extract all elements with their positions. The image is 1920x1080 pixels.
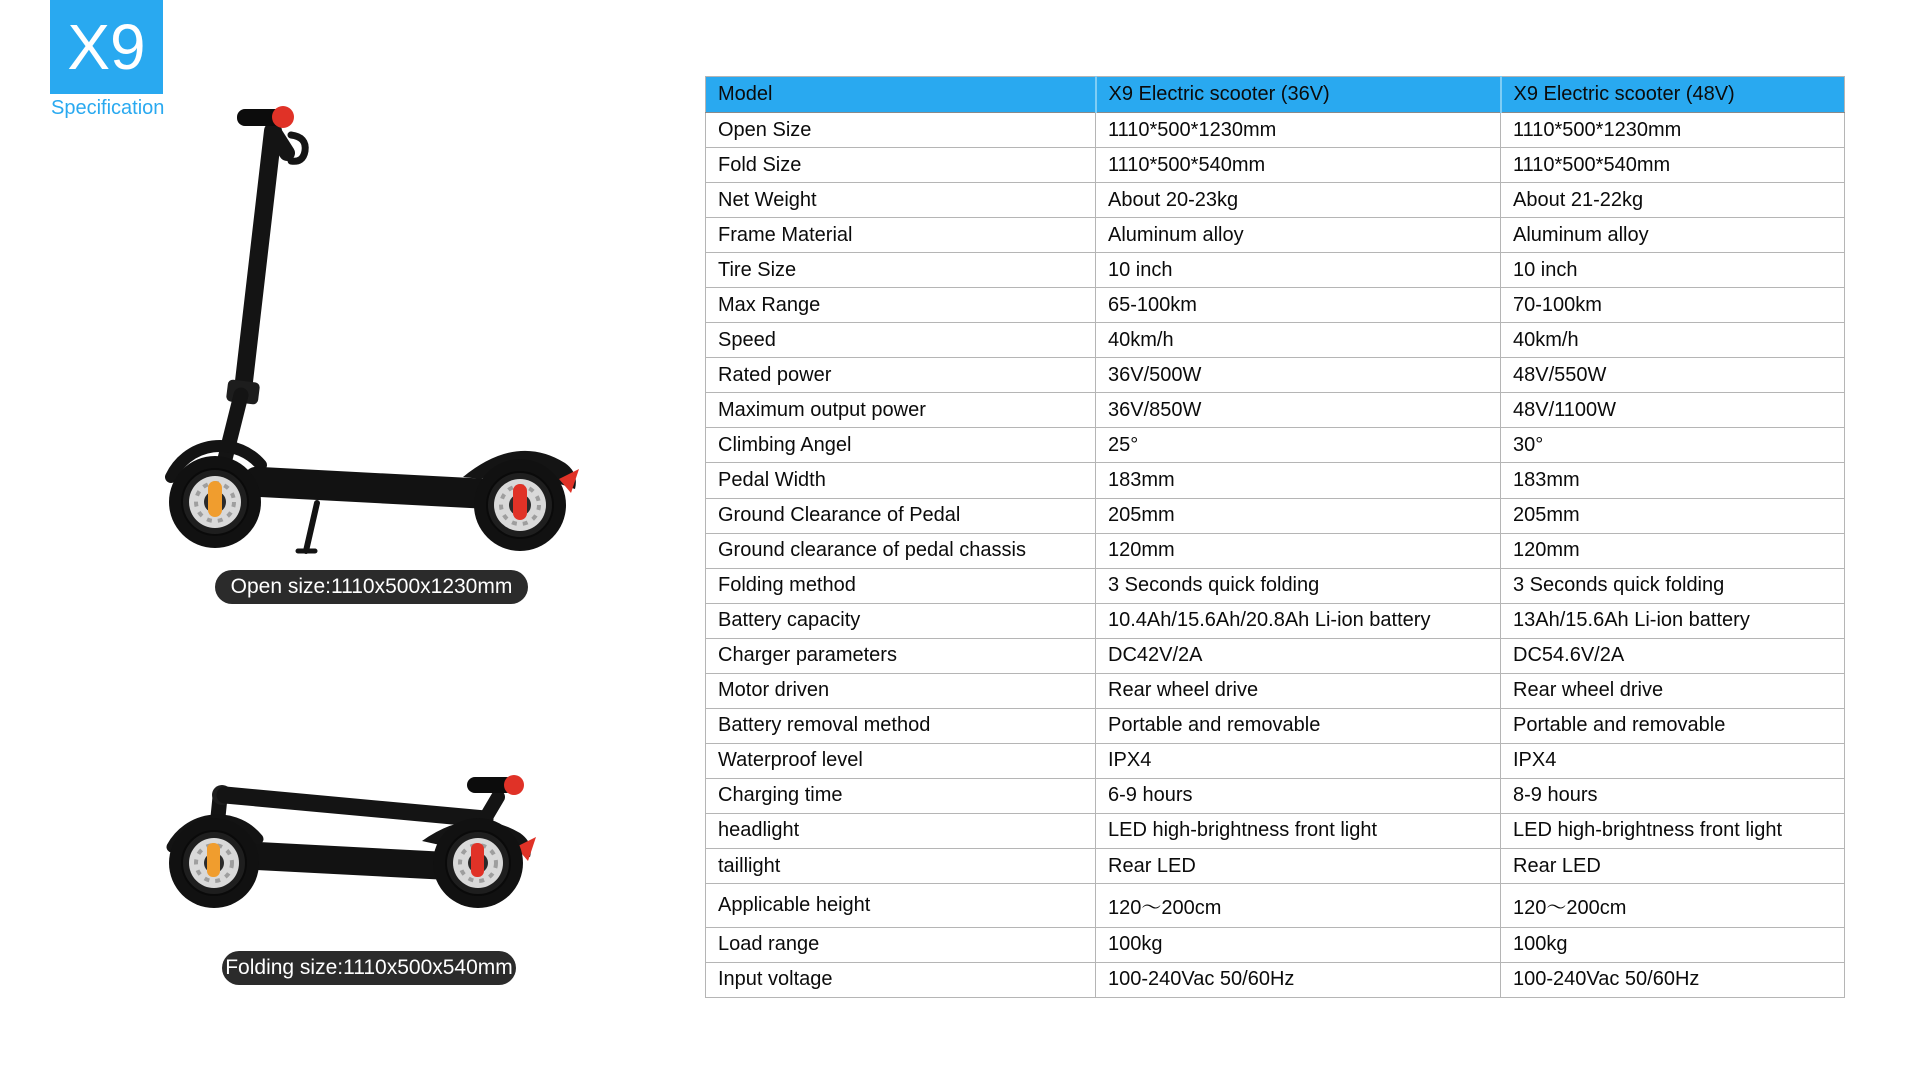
table-row bbox=[706, 113, 1845, 148]
spec-label-cell: Waterproof level bbox=[706, 743, 1096, 778]
spec-value-48v-cell: 48V/1100W bbox=[1501, 393, 1845, 428]
table-row bbox=[706, 393, 1845, 428]
table-row bbox=[706, 463, 1845, 498]
scooter-open-image bbox=[155, 95, 625, 565]
spec-table-container bbox=[705, 76, 1844, 998]
brand-logo bbox=[50, 0, 163, 94]
table-row bbox=[706, 813, 1845, 848]
spec-label-cell: Speed bbox=[706, 323, 1096, 358]
spec-label-cell: Load range bbox=[706, 927, 1096, 962]
table-row bbox=[706, 428, 1845, 463]
table-header-row bbox=[706, 77, 1845, 113]
page-title: Specification bbox=[51, 97, 165, 119]
spec-value-48v-cell: 30° bbox=[1501, 428, 1845, 463]
spec-value-48v-cell: 3 Seconds quick folding bbox=[1501, 568, 1845, 603]
table-row bbox=[706, 288, 1845, 323]
spec-value-48v-cell: DC54.6V/2A bbox=[1501, 638, 1845, 673]
table-row bbox=[706, 148, 1845, 183]
rear-wheel bbox=[474, 459, 566, 551]
spec-value-48v-cell: 48V/550W bbox=[1501, 358, 1845, 393]
spec-value-48v-cell: LED high-brightness front light bbox=[1501, 813, 1845, 848]
table-row bbox=[706, 778, 1845, 813]
spec-label-cell: Ground clearance of pedal chassis bbox=[706, 533, 1096, 568]
spec-value-36v-cell: 205mm bbox=[1096, 498, 1501, 533]
spec-value-36v-cell: About 20-23kg bbox=[1096, 183, 1501, 218]
front-wheel bbox=[169, 456, 261, 548]
spec-label-cell: Net Weight bbox=[706, 183, 1096, 218]
spec-label-cell: Frame Material bbox=[706, 218, 1096, 253]
spec-value-36v-cell: Portable and removable bbox=[1096, 708, 1501, 743]
spec-label-cell: Rated power bbox=[706, 358, 1096, 393]
table-row bbox=[706, 743, 1845, 778]
spec-value-48v-cell: Aluminum alloy bbox=[1501, 218, 1845, 253]
table-row bbox=[706, 927, 1845, 962]
spec-label-cell: Ground Clearance of Pedal bbox=[706, 498, 1096, 533]
spec-value-48v-cell: Rear wheel drive bbox=[1501, 673, 1845, 708]
spec-value-48v-cell: 40km/h bbox=[1501, 323, 1845, 358]
spec-label-cell: Maximum output power bbox=[706, 393, 1096, 428]
spec-value-48v-cell: 1110*500*540mm bbox=[1501, 148, 1845, 183]
spec-value-48v-cell: 10 inch bbox=[1501, 253, 1845, 288]
spec-value-36v-cell: 1110*500*1230mm bbox=[1096, 113, 1501, 148]
table-row bbox=[706, 183, 1845, 218]
spec-value-36v-cell: 25° bbox=[1096, 428, 1501, 463]
bell-red-accent bbox=[272, 106, 294, 128]
spec-value-48v-cell: 205mm bbox=[1501, 498, 1845, 533]
table-row bbox=[706, 962, 1845, 997]
folding-size-caption-text: Folding size:1110x500x540mm bbox=[225, 956, 513, 979]
spec-value-36v-cell: 65-100km bbox=[1096, 288, 1501, 323]
spec-value-36v-cell: 40km/h bbox=[1096, 323, 1501, 358]
spec-value-36v-cell: IPX4 bbox=[1096, 743, 1501, 778]
table-row bbox=[706, 884, 1845, 928]
spec-value-36v-cell: 1110*500*540mm bbox=[1096, 148, 1501, 183]
folding-size-caption bbox=[222, 951, 516, 985]
spec-value-36v-cell: 36V/500W bbox=[1096, 358, 1501, 393]
open-size-caption-text: Open size:1110x500x1230mm bbox=[230, 575, 513, 598]
bell-red-accent bbox=[504, 775, 524, 795]
scooter-stem bbox=[243, 131, 287, 390]
table-row bbox=[706, 323, 1845, 358]
table-row bbox=[706, 673, 1845, 708]
table-row bbox=[706, 708, 1845, 743]
spec-value-48v-cell: Portable and removable bbox=[1501, 708, 1845, 743]
spec-value-36v-cell: 120～200cm bbox=[1096, 884, 1501, 928]
spec-value-36v-cell: 6-9 hours bbox=[1096, 778, 1501, 813]
kickstand bbox=[298, 503, 317, 551]
spec-value-36v-cell: 10 inch bbox=[1096, 253, 1501, 288]
spec-value-36v-cell: 183mm bbox=[1096, 463, 1501, 498]
spec-value-48v-cell: 120～200cm bbox=[1501, 884, 1845, 928]
spec-label-cell: Tire Size bbox=[706, 253, 1096, 288]
spec-value-36v-cell: LED high-brightness front light bbox=[1096, 813, 1501, 848]
spec-label-cell: Applicable height bbox=[706, 884, 1096, 928]
spec-value-36v-cell: Aluminum alloy bbox=[1096, 218, 1501, 253]
rear-hub-red-accent bbox=[513, 484, 527, 520]
spec-value-36v-cell: 120mm bbox=[1096, 533, 1501, 568]
table-header-48v: X9 Electric scooter (48V) bbox=[1501, 77, 1845, 113]
spec-table-body bbox=[706, 113, 1845, 998]
spec-label-cell: Input voltage bbox=[706, 962, 1096, 997]
spec-value-48v-cell: About 21-22kg bbox=[1501, 183, 1845, 218]
spec-label-cell: Folding method bbox=[706, 568, 1096, 603]
table-row bbox=[706, 603, 1845, 638]
spec-label-cell: Fold Size bbox=[706, 148, 1096, 183]
table-header-36v: X9 Electric scooter (36V) bbox=[1096, 77, 1501, 113]
table-row bbox=[706, 358, 1845, 393]
spec-value-36v-cell: 100kg bbox=[1096, 927, 1501, 962]
spec-value-48v-cell: 1110*500*1230mm bbox=[1501, 113, 1845, 148]
spec-label-cell: Battery removal method bbox=[706, 708, 1096, 743]
table-row bbox=[706, 218, 1845, 253]
spec-label-cell: Battery capacity bbox=[706, 603, 1096, 638]
table-row bbox=[706, 253, 1845, 288]
spec-table bbox=[705, 76, 1845, 998]
spec-label-cell: headlight bbox=[706, 813, 1096, 848]
spec-value-36v-cell: 36V/850W bbox=[1096, 393, 1501, 428]
spec-value-36v-cell: Rear wheel drive bbox=[1096, 673, 1501, 708]
open-size-caption bbox=[215, 570, 528, 604]
spec-label-cell: Charger parameters bbox=[706, 638, 1096, 673]
spec-label-cell: Climbing Angel bbox=[706, 428, 1096, 463]
front-hub-orange-accent bbox=[207, 843, 220, 877]
spec-value-36v-cell: DC42V/2A bbox=[1096, 638, 1501, 673]
spec-value-48v-cell: 100-240Vac 50/60Hz bbox=[1501, 962, 1845, 997]
table-row bbox=[706, 638, 1845, 673]
spec-label-cell: taillight bbox=[706, 848, 1096, 883]
spec-value-36v-cell: 10.4Ah/15.6Ah/20.8Ah Li-ion battery bbox=[1096, 603, 1501, 638]
spec-label-cell: Open Size bbox=[706, 113, 1096, 148]
spec-label-cell: Charging time bbox=[706, 778, 1096, 813]
spec-label-cell: Max Range bbox=[706, 288, 1096, 323]
brand-logo-text: X9 bbox=[67, 11, 146, 83]
table-header-model: Model bbox=[706, 77, 1096, 113]
spec-label-cell: Pedal Width bbox=[706, 463, 1096, 498]
spec-value-48v-cell: 183mm bbox=[1501, 463, 1845, 498]
spec-value-36v-cell: 3 Seconds quick folding bbox=[1096, 568, 1501, 603]
deck bbox=[242, 466, 507, 510]
spec-value-48v-cell: 100kg bbox=[1501, 927, 1845, 962]
rear-wheel bbox=[433, 818, 523, 908]
spec-value-48v-cell: 70-100km bbox=[1501, 288, 1845, 323]
spec-value-48v-cell: 120mm bbox=[1501, 533, 1845, 568]
spec-value-48v-cell: 8-9 hours bbox=[1501, 778, 1845, 813]
table-row bbox=[706, 533, 1845, 568]
scooter-folded-image bbox=[140, 735, 610, 950]
spec-value-48v-cell: Rear LED bbox=[1501, 848, 1845, 883]
spec-value-48v-cell: IPX4 bbox=[1501, 743, 1845, 778]
table-row bbox=[706, 568, 1845, 603]
table-row bbox=[706, 498, 1845, 533]
table-row bbox=[706, 848, 1845, 883]
spec-value-36v-cell: Rear LED bbox=[1096, 848, 1501, 883]
spec-label-cell: Motor driven bbox=[706, 673, 1096, 708]
spec-value-36v-cell: 100-240Vac 50/60Hz bbox=[1096, 962, 1501, 997]
front-wheel bbox=[169, 818, 259, 908]
rear-hub-red-accent bbox=[471, 843, 484, 877]
spec-value-48v-cell: 13Ah/15.6Ah Li-ion battery bbox=[1501, 603, 1845, 638]
front-hub-orange-accent bbox=[208, 481, 222, 517]
folded-stem bbox=[225, 795, 485, 819]
